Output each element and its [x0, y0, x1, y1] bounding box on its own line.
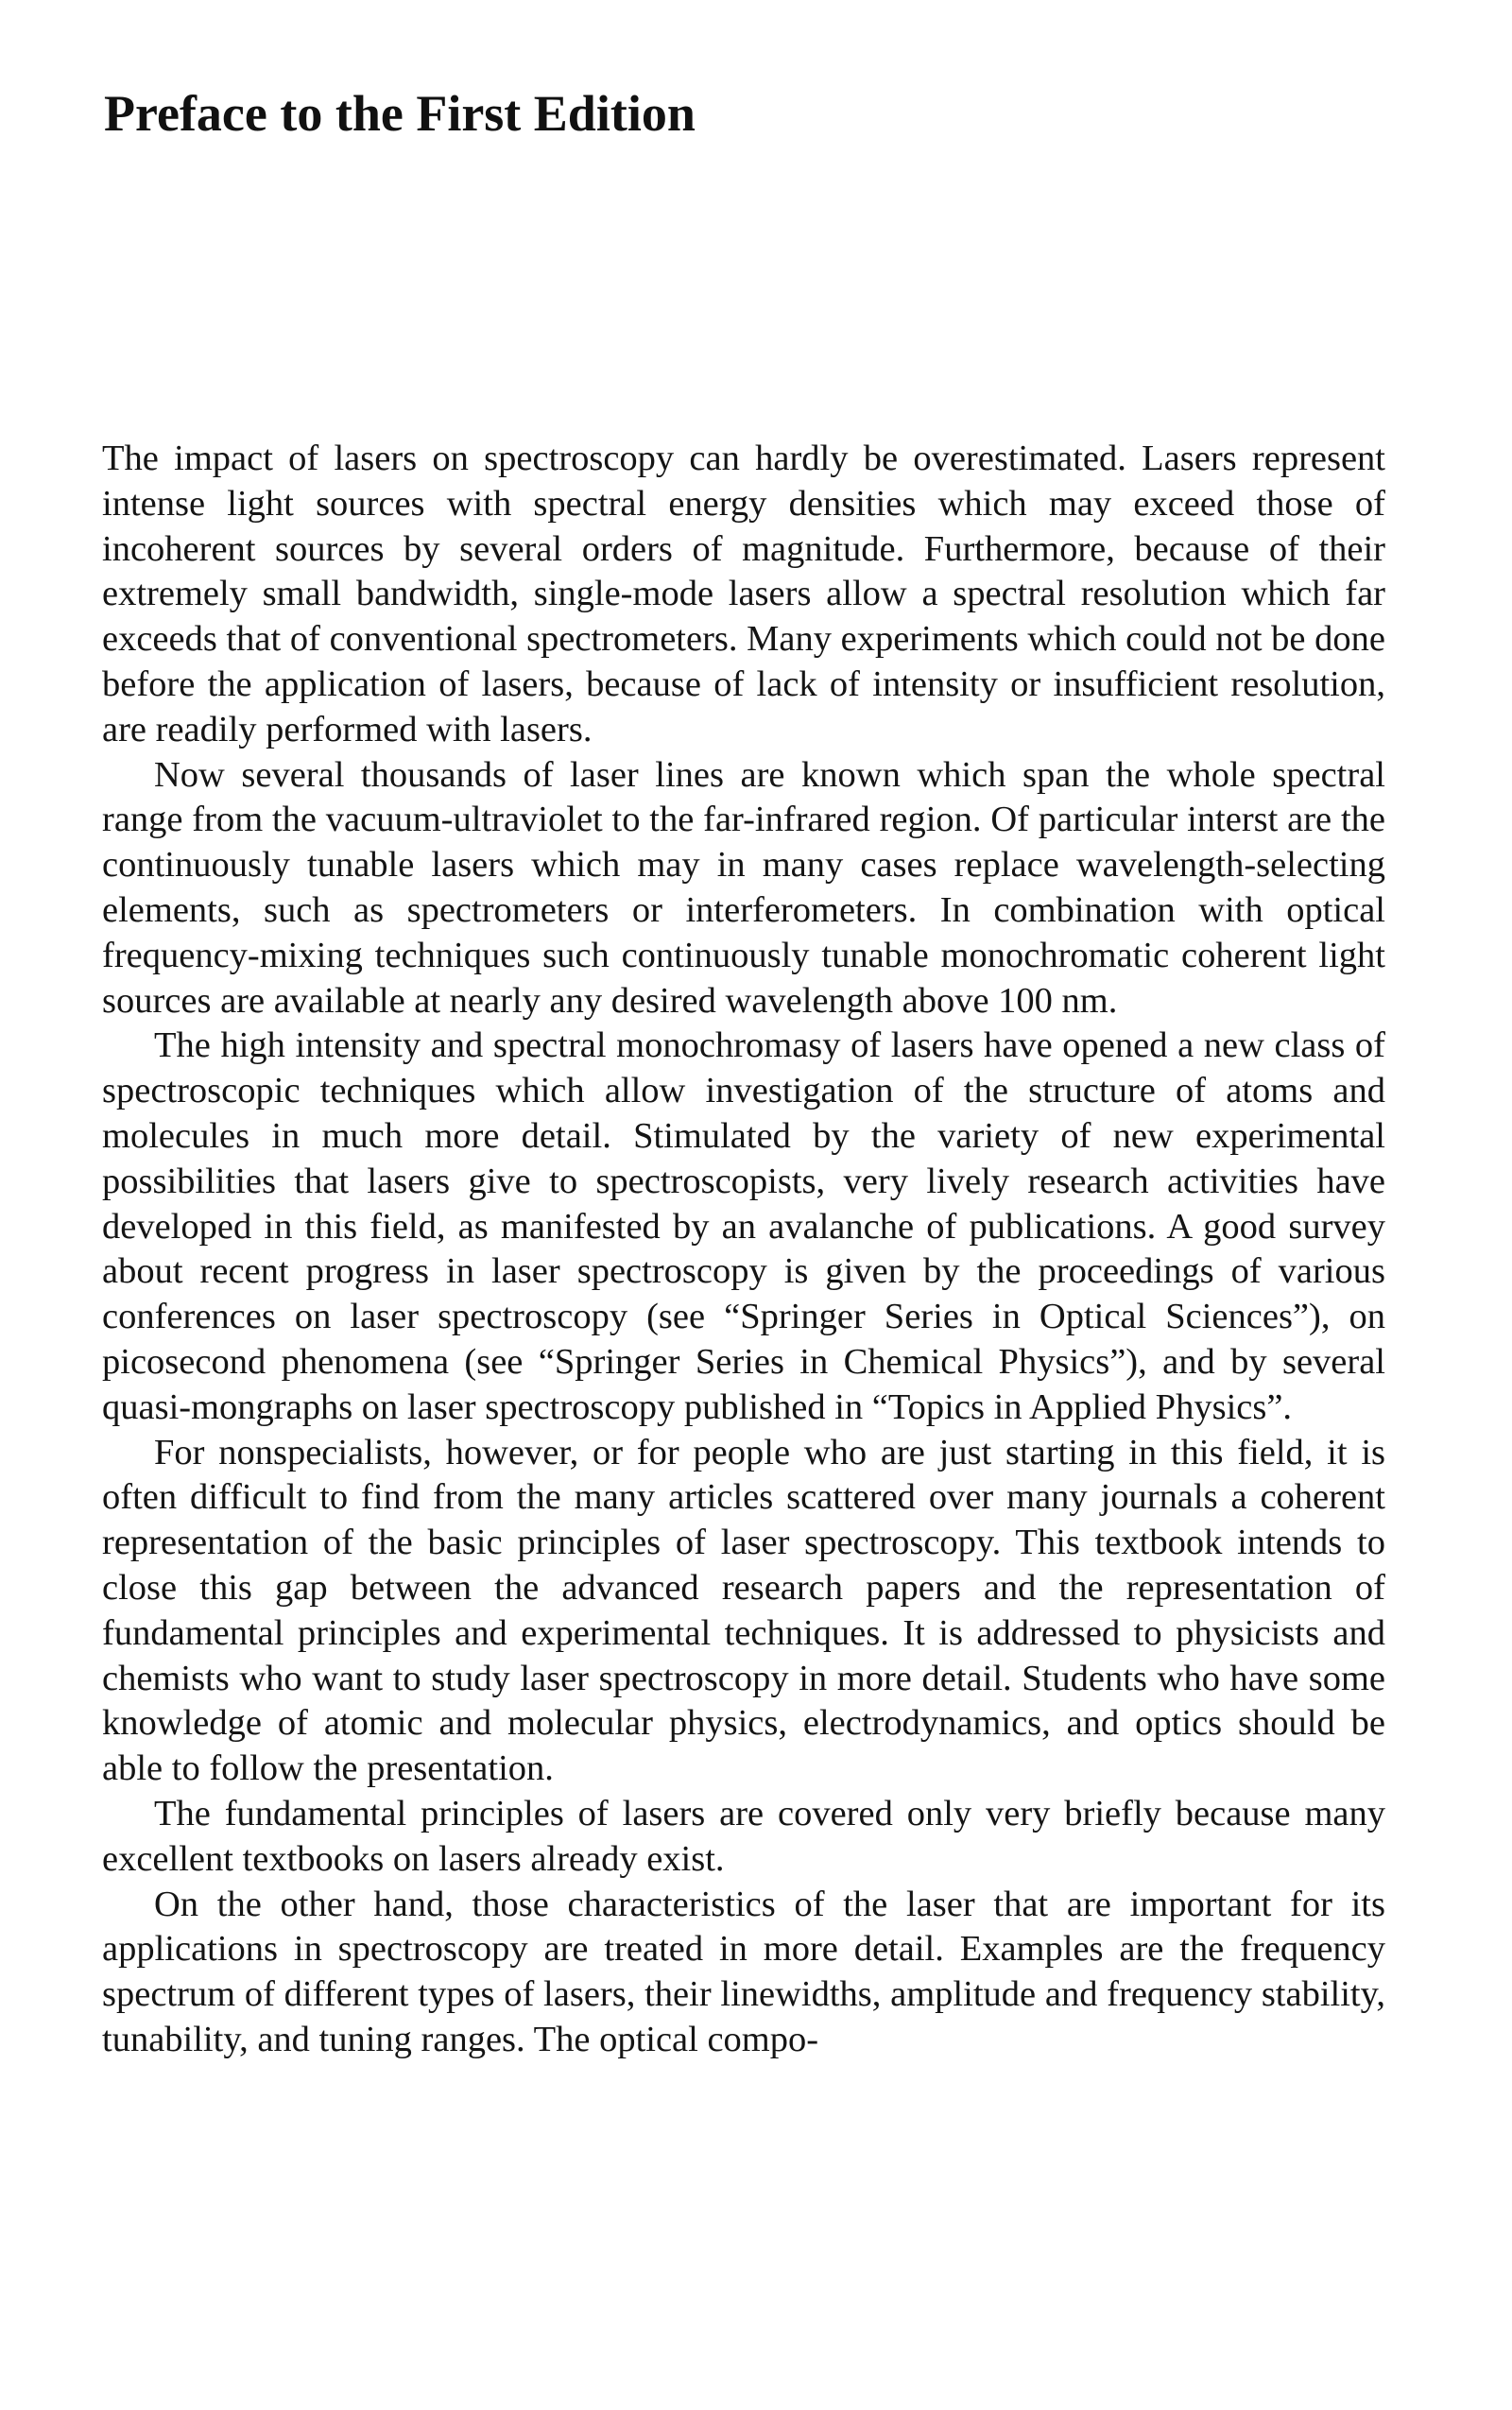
- paragraph-1: The impact of lasers on spectroscopy can hardly be overestimated. Lasers represent intense light sources with spectral energy densities which may exceed those of incoherent sources by several orders of magnitude. Furthermore, because of their extremely small bandwidth, single-mode lasers allow a spectral resolution which far exceeds that of conventional spectrometers. Many experiments which could not be done before the application of lasers, because of lack of intensity or insufficient resolution, are readily performed with lasers.: [102, 439, 1385, 749]
- preface-body: [102, 437, 1385, 2063]
- paragraph-6: On the other hand, those characteristics of the laser that are important for its applications in spectroscopy are treated in more detail. Examples are the frequency spectrum of different types of lasers, their linewidths, amplitude and frequency stability, tunability, and tuning ranges. The optical compo-: [102, 1884, 1385, 2059]
- paragraph-4: For nonspecialists, however, or for people who are just starting in this field, it is often difficult to find from the many articles scattered over many journals a coherent representation of the basic principles of laser spectroscopy. This textbook intends to close this gap between the advanced research papers and the representation of fundamental principles and experimental techniques. It is addressed to physicists and chemists who want to study laser spectroscopy in more detail. Students who have some knowledge of atomic and molecular physics, electrodynamics, and optics should be able to follow the presentation.: [102, 1432, 1385, 1789]
- page-title: Preface to the First Edition: [104, 85, 696, 142]
- paragraph-2: Now several thousands of laser lines are known which span the whole spectral range from the vacuum-ultraviolet to the far-infrared region. Of particular interst are the continuously tunable lasers which may in many cases replace wavelength-selecting elements, such as spectrometers or interferometers. In combination with optical frequency-mixing techniques such continuously tunable monochromatic coherent light sources are available at nearly any desired wavelength above 100 nm.: [102, 754, 1385, 1021]
- paragraph-5: The fundamental principles of lasers are covered only very briefly because many excellent textbooks on lasers already exist.: [102, 1793, 1385, 1879]
- paragraph-3: The high intensity and spectral monochromasy of lasers have opened a new class of spectroscopic techniques which allow investigation of the structure of atoms and molecules in much more detail. Stimulated by the variety of new experimental possibilities that lasers give to spectroscopists, very lively research activities have developed in this field, as manifested by an avalanche of publications. A good survey about recent progress in laser spectroscopy is given by the proceedings of various conferences on laser spectroscopy (see “Springer Series in Optical Sciences”), on picosecond phenomena (see “Springer Series in Chemical Physics”), and by several quasi-mongraphs on laser spectroscopy published in “Topics in Applied Physics”.: [102, 1025, 1385, 1427]
